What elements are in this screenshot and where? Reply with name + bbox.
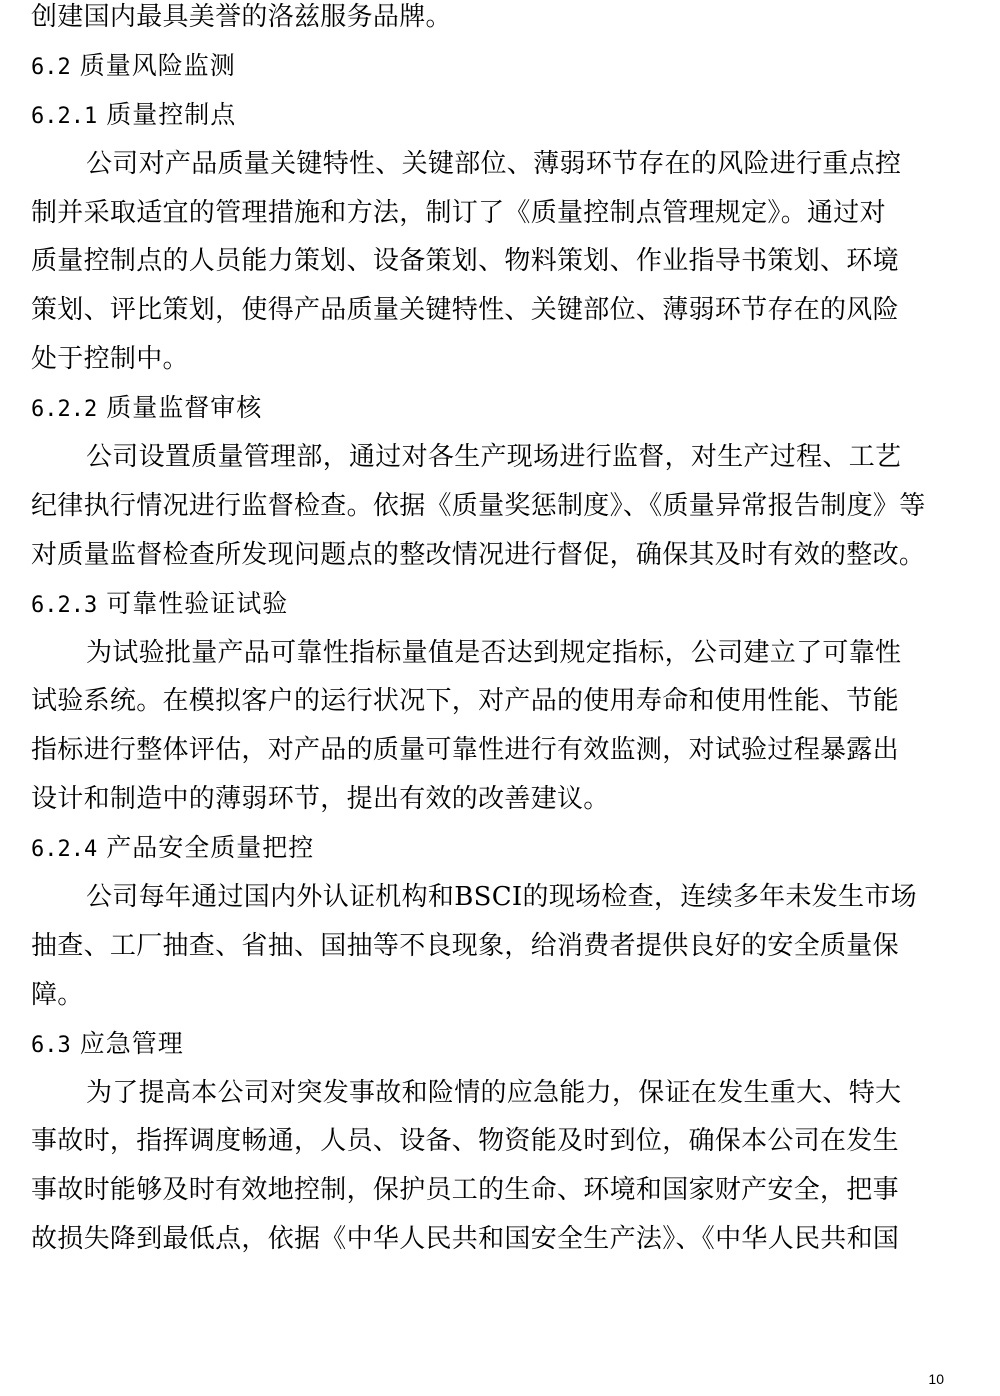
- paragraph-line: 制并采取适宜的管理措施和方法，制订了《质量控制点管理规定》。通过对: [31, 197, 886, 228]
- document-body: [31, 0, 951, 1264]
- section-title: 可靠性验证试验: [106, 588, 289, 618]
- paragraph-line: 障。: [31, 979, 84, 1010]
- paragraph-line: 质量控制点的人员能力策划、设备策划、物料策划、作业指导书策划、环境: [31, 246, 899, 277]
- paragraph-line: 策划、评比策划，使得产品质量关键特性、关键部位、薄弱环节存在的风险: [31, 295, 899, 326]
- paragraph-line: 为试验批量产品可靠性指标量值是否达到规定指标，公司建立了可靠性: [86, 637, 902, 668]
- section-heading-6-2-4: [31, 824, 951, 873]
- paragraph-line: 公司每年通过国内外认证机构和BSCI的现场检查，连续多年未发生市场: [86, 882, 917, 913]
- paragraph-line: 事故时，指挥调度畅通，人员、设备、物资能及时到位，确保本公司在发生: [31, 1126, 899, 1157]
- section-number: 6.2.2: [31, 397, 98, 423]
- paragraph-line: 试验系统。在模拟客户的运行状况下，对产品的使用寿命和使用性能、节能: [31, 686, 899, 717]
- paragraph-line: 创建国内最具美誉的洛兹服务品牌。: [31, 2, 452, 32]
- section-heading-6-2-2: [31, 384, 951, 433]
- section-heading-6-3: [31, 1020, 951, 1069]
- paragraph-line: 处于控制中。: [31, 344, 189, 375]
- section-number: 6.2.1: [31, 103, 98, 129]
- paragraph-line: 抽查、工厂抽查、省抽、国抽等不良现象，给消费者提供良好的安全质量保: [31, 930, 899, 961]
- paragraph-line: 为了提高本公司对突发事故和险情的应急能力，保证在发生重大、特大: [86, 1077, 902, 1108]
- paragraph-line: 指标进行整体评估，对产品的质量可靠性进行有效监测，对试验过程暴露出: [31, 735, 899, 766]
- section-number: 6.2.4: [31, 837, 98, 863]
- section-heading-6-2: [31, 42, 951, 91]
- paragraph-line: 事故时能够及时有效地控制，保护员工的生命、环境和国家财产安全，把事: [31, 1175, 899, 1206]
- section-heading-6-2-1: [31, 91, 951, 140]
- section-title: 应急管理: [79, 1028, 184, 1058]
- paragraph-line: 故损失降到最低点，依据《中华人民共和国安全生产法》、《中华人民共和国: [31, 1224, 900, 1255]
- page-number: 10: [928, 1371, 944, 1387]
- section-title: 质量风险监测: [79, 50, 236, 80]
- section-heading-6-2-3: [31, 580, 951, 629]
- paragraph-line: 对质量监督检查所发现问题点的整改情况进行督促，确保其及时有效的整改。: [31, 539, 926, 570]
- section-title: 产品安全质量把控: [106, 833, 315, 863]
- paragraph-line: 纪律执行情况进行监督检查。依据《质量奖惩制度》、《质量异常报告制度》等: [31, 490, 926, 521]
- section-title: 质量控制点: [106, 99, 237, 129]
- section-number: 6.2: [31, 54, 71, 80]
- section-number: 6.2.3: [31, 592, 98, 618]
- paragraph-line: 公司设置质量管理部，通过对各生产现场进行监督，对生产过程、工艺: [86, 442, 902, 473]
- section-title: 质量监督审核: [106, 393, 263, 423]
- paragraph-line: 公司对产品质量关键特性、关键部位、薄弱环节存在的风险进行重点控: [86, 148, 902, 179]
- section-number: 6.3: [31, 1032, 71, 1058]
- paragraph-line: 设计和制造中的薄弱环节，提出有效的改善建议。: [31, 784, 610, 815]
